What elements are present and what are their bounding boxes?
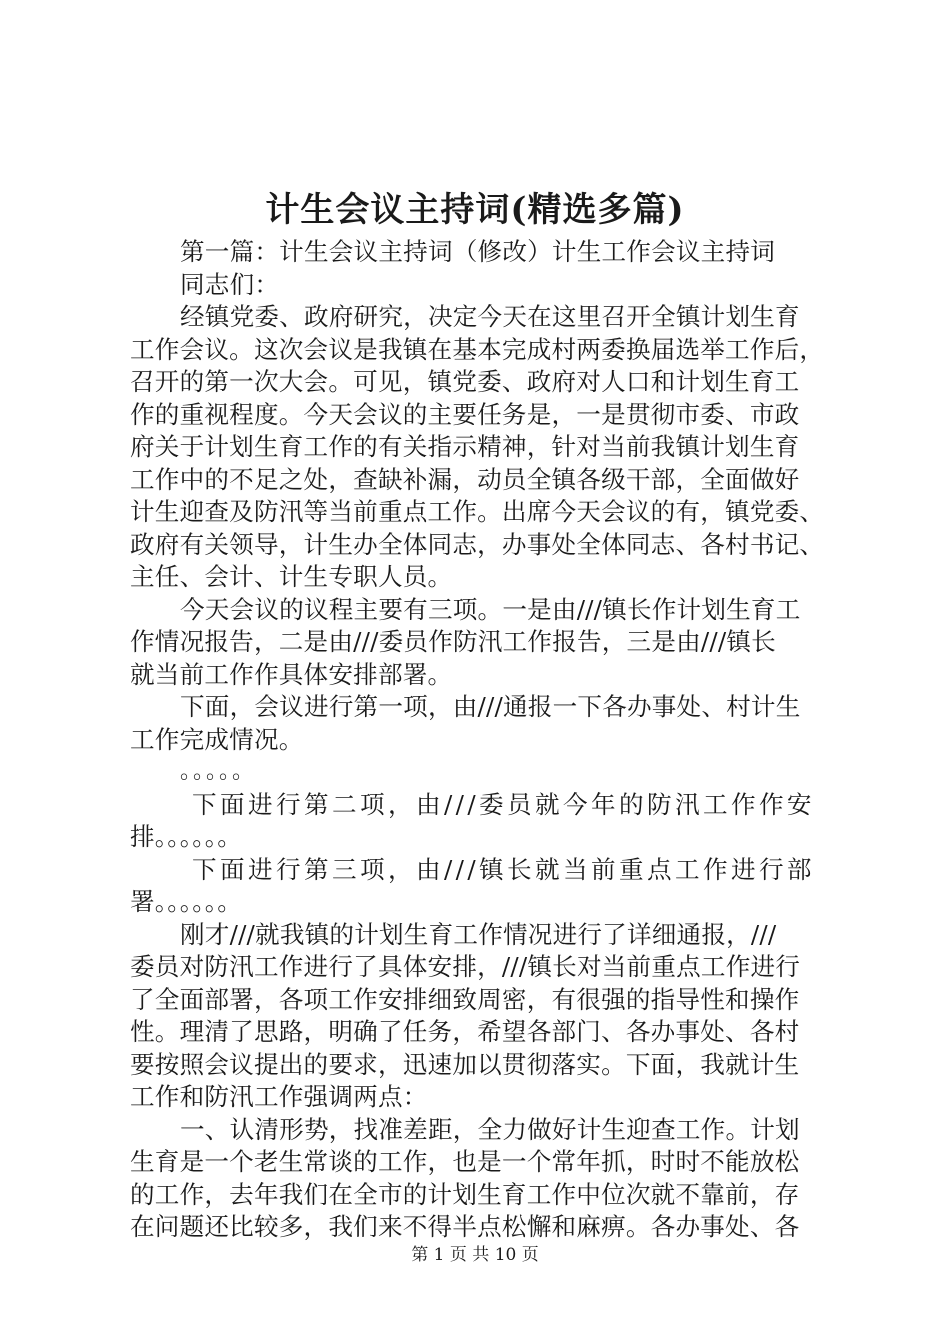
- body-line: 性。理清了思路，明确了任务，希望各部门、各办事处、各村: [130, 1017, 800, 1046]
- page-number: 第 1 页 共 10 页: [411, 1245, 539, 1265]
- body-line: 下面进行第三项，由///镇长就当前重点工作进行部: [192, 854, 815, 884]
- document-body: [130, 236, 830, 1244]
- body-line: 政府有关领导，计生办全体同志，办事处全体同志、各村书记、: [130, 529, 825, 559]
- body-line: 了全面部署，各项工作安排细致周密，有很强的指导性和操作: [130, 984, 800, 1014]
- body-line: 工作和防汛工作强调两点：: [130, 1082, 428, 1111]
- body-line: 的工作，去年我们在全市的计划生育工作中位次就不靠前，存: [130, 1179, 800, 1209]
- body-line: 生育是一个老生常谈的工作，也是一个常年抓，时时不能放松: [130, 1147, 800, 1176]
- body-line: 作的重视程度。今天会议的主要任务是，一是贯彻市委、市政: [130, 399, 800, 429]
- body-line: 下面，会议进行第一项，由///通报一下各办事处、村计生: [180, 692, 801, 721]
- body-line: 刚才///就我镇的计划生育工作情况进行了详细通报，///: [180, 919, 777, 949]
- body-line: 下面进行第二项，由///委员就今年的防汛工作作安: [192, 789, 815, 819]
- body-line: 召开的第一次大会。可见，镇党委、政府对人口和计划生育工: [130, 367, 800, 396]
- ellipsis-line: 。。。。。: [180, 759, 257, 784]
- body-line: 工作中的不足之处，查缺补漏，动员全镇各级干部，全面做好: [130, 464, 800, 494]
- salutation: 同志们：: [180, 269, 280, 299]
- body-line: 在问题还比较多，我们来不得半点松懈和麻痹。各办事处、各: [130, 1212, 800, 1241]
- section-heading: 第一篇：计生会议主持词（修改）计生工作会议主持词: [180, 237, 776, 266]
- document-title: 计生会议主持词(精选多篇): [265, 190, 685, 230]
- body-line: 署。。。。。。: [130, 887, 243, 916]
- body-line: 排。。。。。。: [130, 822, 243, 851]
- body-line: 作情况报告，二是由///委员作防汛工作报告，三是由///镇长: [130, 627, 776, 656]
- body-line: 要按照会议提出的要求，迅速加以贯彻落实。下面，我就计生: [130, 1049, 800, 1079]
- body-line: 计生迎查及防汛等当前重点工作。出席今天会议的有，镇党委、: [130, 497, 825, 526]
- body-line: 工作会议。这次会议是我镇在基本完成村两委换届选举工作后，: [130, 334, 825, 364]
- body-line: 委员对防汛工作进行了具体安排，///镇长对当前重点工作进行: [130, 952, 801, 981]
- body-line: 经镇党委、政府研究，决定今天在这里召开全镇计划生育: [180, 302, 800, 331]
- body-line: 就当前工作作具体安排部署。: [130, 659, 453, 689]
- body-line: 府关于计划生育工作的有关指示精神，针对当前我镇计划生育: [130, 432, 800, 461]
- body-line: 一、认清形势，找准差距，全力做好计生迎查工作。计划: [180, 1114, 800, 1144]
- body-line: 工作完成情况。: [130, 724, 304, 754]
- body-line: 今天会议的议程主要有三项。一是由///镇长作计划生育工: [180, 594, 801, 624]
- body-line: 主任、会计、计生专职人员。: [130, 562, 453, 591]
